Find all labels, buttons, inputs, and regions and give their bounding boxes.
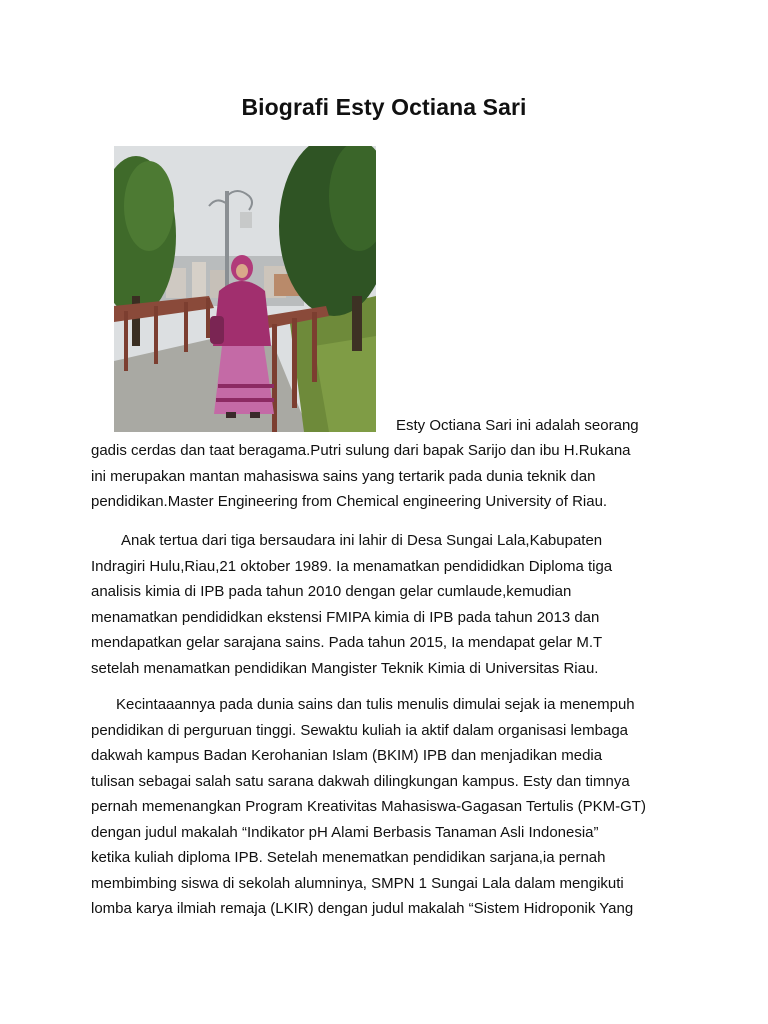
paragraph-line: pernah memenangkan Program Kreativitas Mahasiswa-Gagasan Tertulis (PKM-GT): [91, 798, 646, 815]
paragraph-3: [91, 692, 691, 922]
paragraph-line: setelah menamatkan pendidikan Mangister Teknik Kimia di Universitas Riau.: [91, 659, 599, 677]
paragraph-line: dengan judul makalah “Indikator pH Alami Berbasis Tanaman Asli Indonesia”: [91, 823, 599, 841]
paragraph-2: [91, 528, 691, 681]
paragraph-line: Indragiri Hulu,Riau,21 oktober 1989. Ia menamatkan pendididkan Diploma tiga: [91, 557, 613, 575]
paragraph-line: dakwah kampus Badan Kerohanian Islam (BKIM) IPB dan menjadikan media: [91, 747, 603, 764]
paragraph-line: ketika kuliah diploma IPB. Setelah menematkan pendidikan sarjana,ia pernah: [91, 849, 606, 866]
paragraph-line: gadis cerdas dan taat beragama.Putri sulung dari bapak Sarijo dan ibu H.Rukana: [91, 442, 631, 459]
paragraph-line: ini merupakan mantan mahasiswa sains yang tertarik pada dunia teknik dan: [91, 467, 596, 485]
paragraph-line: membimbing siswa di sekolah alumninya, SMPN 1 Sungai Lala dalam mengikuti: [91, 874, 624, 892]
paragraph-line: tulisan sebagai salah satu sarana dakwah dilingkungan kampus. Esty dan timnya: [91, 772, 630, 790]
document-title: Biografi Esty Octiana Sari: [241, 94, 527, 120]
paragraph-1-first-line: Esty Octiana Sari ini adalah seorang: [396, 417, 639, 434]
paragraph-line: Kecintaaannya pada dunia sains dan tulis menulis dimulai sejak ia menempuh: [116, 696, 635, 713]
paragraph-line: Anak tertua dari tiga bersaudara ini lahir di Desa Sungai Lala,Kabupaten: [121, 532, 603, 549]
paragraph-line: mendapatkan gelar sarajana sains. Pada tahun 2015, Ia mendapat gelar M.T: [91, 634, 603, 651]
paragraph-line: analisis kimia di IPB pada tahun 2010 dengan gelar cumlaude,kemudian: [91, 583, 572, 600]
paragraph-line: lomba karya ilmiah remaja (LKIR) dengan judul makalah “Sistem Hidroponik Yang: [91, 900, 634, 917]
paragraph-line: pendidikan.Master Engineering from Chemical engineering University of Riau.: [91, 493, 608, 510]
paragraph-1: [91, 438, 691, 515]
portrait-photo: [114, 146, 376, 432]
paragraph-line: pendidikan di perguruan tinggi. Sewaktu kuliah ia aktif dalam organisasi lembaga: [91, 721, 628, 739]
paragraph-line: menamatkan pendididkan ekstensi FMIPA kimia di IPB pada tahun 2013 dan: [91, 608, 600, 626]
